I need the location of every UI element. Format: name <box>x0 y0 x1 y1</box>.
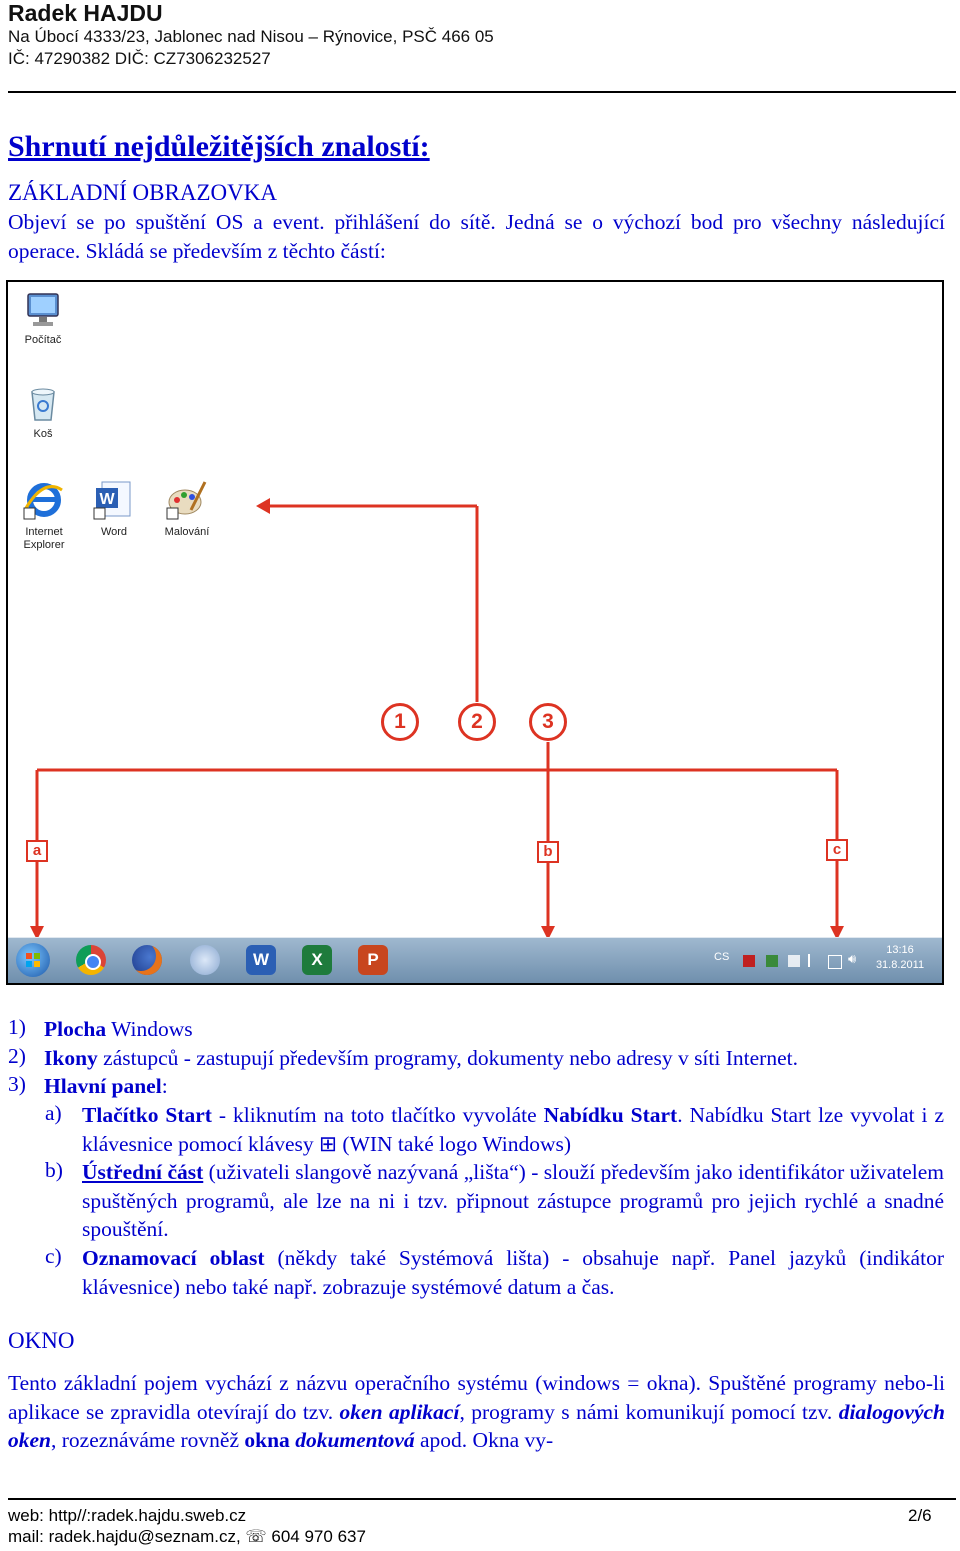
footer-web: web: http//:radek.hajdu.sweb.cz <box>8 1506 247 1525</box>
tray-icon-display[interactable] <box>828 955 842 969</box>
section-heading-okno: OKNO <box>8 1328 75 1353</box>
footer-page-number: 2/6 <box>908 1506 932 1525</box>
firefox-taskbar-icon[interactable] <box>132 945 162 975</box>
excel-taskbar-icon[interactable]: X <box>302 945 332 975</box>
list-sub-c-text: (někdy také Systémová lišta) - obsahuje např. Panel jazyků (indikátor klávesnice) nebo také např. zobrazuje systémové datum a čas. <box>82 1246 944 1299</box>
footer-mail: mail: radek.hajdu@seznam.cz, ☏ 604 970 637 <box>8 1527 366 1546</box>
term-tlacitko-start: Tlačítko Start <box>82 1103 212 1127</box>
marker-a: a <box>26 840 48 862</box>
page-title: Shrnutí nejdůležitějších znalostí: <box>8 130 430 163</box>
svg-text:W: W <box>99 491 115 508</box>
term-okna: okna <box>244 1428 290 1452</box>
desktop-icon-label: Word <box>100 526 128 538</box>
term-ikony: Ikony <box>44 1046 98 1070</box>
author-name: Radek HAJDU <box>8 0 163 26</box>
tray-date: 31.8.2011 <box>875 959 925 971</box>
chrome-icon <box>85 954 101 970</box>
term-dialogovych-oken: dialogových oken <box>8 1399 945 1452</box>
term-dokumentova: dokumentová <box>295 1428 415 1452</box>
tray-icon-security[interactable] <box>766 955 778 967</box>
arrow-head-plocha <box>256 498 270 514</box>
chrome-taskbar-icon[interactable] <box>76 945 106 975</box>
header-rule <box>8 91 956 93</box>
marker-c: c <box>826 839 848 861</box>
term-ustredni-cast: Ústřední část <box>82 1160 204 1184</box>
marker-2: 2 <box>458 703 496 741</box>
list-num-3: 3) <box>8 1072 26 1096</box>
marker-b: b <box>537 841 559 863</box>
powerpoint-taskbar-icon[interactable]: P <box>358 945 388 975</box>
author-address: Na Úbocí 4333/23, Jablonec nad Nisou – Rýnovice, PSČ 466 05 <box>8 27 494 46</box>
section-intro: Objeví se po spuštění OS a event. přihlášení do sítě. Jedná se o výchozí bod pro všechny následující operace. Skládá se především z těchto částí: <box>8 210 945 263</box>
list-item-3-text: : <box>161 1074 168 1098</box>
list-num-2: 2) <box>8 1044 26 1068</box>
word-taskbar-icon[interactable]: W <box>246 945 276 975</box>
list-sub-b-text: (uživateli slangově nazývaná „lišta“) - slouží především jako identifikátor uživatelem spuštěných programů, ale lze na ni i tzv. připnout zástupce programů pro jejich rychlé a snadné spouštění. <box>82 1160 944 1241</box>
list-sub-a-text: - kliknutím na toto tlačítko vyvoláte <box>211 1103 544 1127</box>
section-heading-desktop: ZÁKLADNÍ OBRAZOVKA <box>8 180 277 205</box>
tray-icon-acrobat[interactable] <box>743 955 755 967</box>
term-hlavni-panel: Hlavní panel <box>44 1074 162 1098</box>
list-sub-c-label: c) <box>45 1244 62 1268</box>
list-num-1: 1) <box>8 1015 26 1039</box>
language-indicator[interactable]: CS <box>714 951 730 963</box>
desktop-icon-label: Počítač <box>24 334 62 346</box>
term-oznamovaci-oblast: Oznamovací oblast <box>82 1246 265 1270</box>
list-item-2-text: zástupců - zastupují především programy, dokumenty nebo adresy v síti Internet. <box>97 1046 798 1070</box>
para-text-1: Tento základní pojem vychází z názvu operačního systému (windows = okna). Spuštěné programy nebo-li aplikace se zpravidla otevírají do tzv. <box>8 1371 945 1424</box>
para-text-3: , rozeznáváme rovněž <box>51 1428 245 1452</box>
section-okno-paragraph <box>8 1369 945 1455</box>
term-oken-aplikaci: oken aplikací <box>339 1399 460 1424</box>
volume-icon[interactable]: 🔊︎ <box>848 951 857 966</box>
tray-clock[interactable] <box>874 943 926 973</box>
flag-icon[interactable] <box>808 954 820 967</box>
tray-icon-network[interactable] <box>788 955 800 967</box>
desktop-icon-label: Malování <box>164 526 210 538</box>
marker-1: 1 <box>381 703 419 741</box>
desktop-icon-label: Koš <box>33 428 53 440</box>
desktop-icon-label: Internet Explorer <box>23 526 65 551</box>
para-text-4: apod. Okna vy- <box>414 1428 554 1452</box>
list-sub-b-label: b) <box>45 1158 63 1182</box>
list-item-3 <box>44 1072 944 1101</box>
list-sub-a-text-rest: . Nabídku Start lze vyvolat i z klávesnice pomocí klávesy ⊞ (WIN také logo Windows) <box>82 1103 944 1156</box>
list-item-1 <box>44 1015 944 1044</box>
term-plocha: Plocha <box>44 1017 107 1041</box>
list-sub-b <box>82 1158 944 1244</box>
start-button[interactable] <box>16 943 50 977</box>
footer-rule <box>8 1498 956 1500</box>
para-text-2: , programy s námi komunikují pomocí tzv. <box>459 1399 839 1424</box>
annotation-lines <box>8 282 942 982</box>
term-nabidka-start: Nabídku Start <box>543 1103 678 1127</box>
taskbar <box>8 937 942 983</box>
thunderbird-taskbar-icon[interactable] <box>190 945 220 975</box>
author-ids: IČ: 47290382 DIČ: CZ7306232527 <box>8 49 271 68</box>
list-sub-a <box>82 1101 944 1158</box>
desktop-screenshot <box>6 280 944 985</box>
tray-time: 13:16 <box>886 944 914 956</box>
windows-logo-icon <box>16 943 50 977</box>
list-item-1-text: Windows <box>106 1017 193 1041</box>
list-sub-a-label: a) <box>45 1101 62 1125</box>
list-item-2 <box>44 1044 944 1073</box>
marker-3: 3 <box>529 703 567 741</box>
list-sub-c <box>82 1244 944 1301</box>
